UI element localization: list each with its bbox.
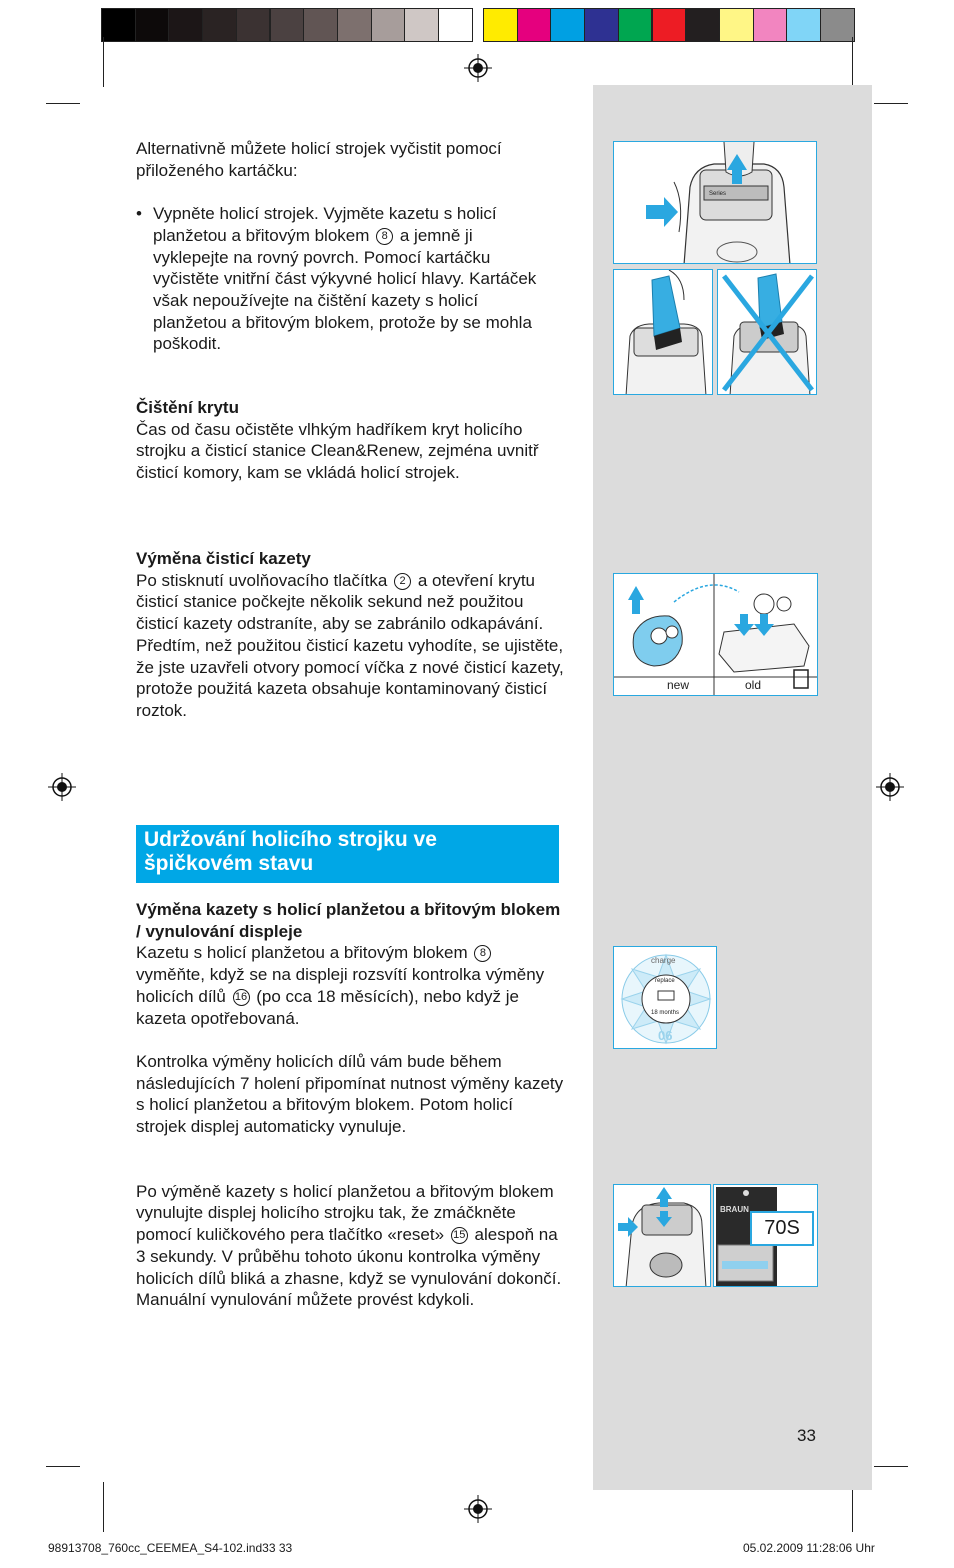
color-swatch <box>786 8 821 42</box>
pack-code-label: 70S <box>750 1211 814 1246</box>
label-old: old <box>745 678 762 692</box>
ref-number: 15 <box>451 1227 468 1244</box>
cartridge-body-b: a otevření krytu čisticí stanice počkejte několik sekund než použitou čisticí kazety odstraníte, aby se zabránilo odkapávání. <box>136 570 544 634</box>
color-swatch <box>652 8 687 42</box>
pack-brand: BRAUN <box>720 1205 749 1214</box>
ref-number: 8 <box>376 228 393 245</box>
color-swatch <box>618 8 653 42</box>
color-swatch <box>168 8 203 42</box>
display-digits: 06 <box>658 1028 673 1043</box>
ref-number: 16 <box>233 989 250 1006</box>
color-swatch <box>584 8 619 42</box>
display-months-label: 18 months <box>651 1010 680 1016</box>
replace-heading: Výměna kazety s holicí planžetou a břitovým blokem / vynulování displeje <box>136 900 561 941</box>
figure-brush-head <box>613 269 713 395</box>
section-title-line1: Udržování holicího strojku ve <box>144 828 437 851</box>
page-number: 33 <box>797 1426 816 1445</box>
registration-mark-icon <box>464 1495 492 1523</box>
cover-cleaning-block <box>136 397 566 484</box>
color-swatch <box>337 8 372 42</box>
color-swatch <box>820 8 855 42</box>
color-swatch <box>404 8 439 42</box>
color-swatch <box>685 8 720 42</box>
intro-text: Alternativně můžete holicí strojek vyčistit pomocí přiloženého kartáčku: <box>136 139 502 180</box>
figure-cleaning-cartridge <box>613 573 818 696</box>
cartridge-heading: Výměna čisticí kazety <box>136 549 311 568</box>
replace-p1-a: Kazetu s holicí planžetou a břitovým blokem <box>136 943 468 963</box>
cover-body: Čas od času očistěte vlhkým hadříkem kryt holicího strojku a čisticí stanice Clean&Renew, zejména uvnitř čisticí komory, kam se vkládá holicí strojek. <box>136 419 539 483</box>
replace-p1-c: (po cca 18 měsících), nebo když je kazeta opotřebovaná. <box>136 986 519 1028</box>
series-label: Series <box>709 191 727 197</box>
replace-p3-b: alespoň na 3 sekundy. V průběhu tohoto úkonu kontrolka výměny holicích dílů bliká a zhasne, když se vynulování dokončí. Manuální vynulování můžete provést kdykoli. <box>136 1225 562 1310</box>
cartridge-body-a: Po stisknutí uvolňovacího tlačítka <box>136 570 388 590</box>
color-swatch <box>202 8 237 42</box>
color-swatch <box>303 8 338 42</box>
color-swatch <box>236 8 271 42</box>
figure-replacement-pack <box>713 1184 818 1287</box>
bullet-text-a: Vypněte holicí strojek. Vyjměte kazetu s holicí planžetou a břitovým blokem <box>153 204 497 245</box>
section-title-line2: špičkovém stavu <box>144 852 314 875</box>
footer-timestamp: 05.02.2009 11:28:06 Uhr <box>743 1541 875 1555</box>
bullet-mark: • <box>136 204 142 224</box>
figure-do-not-brush-cartridge <box>717 269 817 395</box>
replace-p3-a: Po výměně kazety s holicí planžetou a břitovým blokem vynulujte displej holicího strojku tak, že zmáčkněte pomocí kuličkového pera tlačítko «reset» <box>136 1181 554 1245</box>
color-swatch <box>371 8 406 42</box>
footer-file-info: 98913708_760cc_CEEMEA_S4-102.ind33 33 <box>48 1541 293 1555</box>
color-swatch <box>719 8 754 42</box>
intro-block <box>136 138 566 355</box>
intro-bullet <box>136 203 566 355</box>
registration-mark-icon <box>48 773 76 801</box>
registration-mark-icon <box>464 54 492 82</box>
section-title-banner <box>136 825 559 883</box>
cartridge-block <box>136 548 566 722</box>
display-replace-label: replace <box>655 978 675 984</box>
color-swatch <box>483 8 518 42</box>
registration-mark-icon <box>876 773 904 801</box>
color-swatch <box>135 8 170 42</box>
cover-heading: Čištění krytu <box>136 398 239 417</box>
figure-display-replace <box>613 946 717 1049</box>
color-swatch <box>550 8 585 42</box>
cartridge-body-c: Předtím, než použitou čisticí kazetu vyhodíte, se ujistěte, že jste uzavřeli otvory pomocí víčka z nové čisticí kazety, protože použitá kazeta obsahuje kontaminovaný čisticí roztok. <box>136 635 564 720</box>
figure-reset-button <box>613 1184 711 1287</box>
figure-remove-cartridge <box>613 141 817 264</box>
color-swatch <box>753 8 788 42</box>
replace-block <box>136 899 566 1311</box>
ref-number: 2 <box>394 573 411 590</box>
replace-p2: Kontrolka výměny holicích dílů vám bude během následujících 7 holení připomínat nutnost výměny kazety s holicí planžetou a břitovým blokem. Potom holicí strojek displej automaticky vynuluje. <box>136 1051 564 1137</box>
replace-p1-b: vyměňte, když se na displeji rozsvítí kontrolka výměny holicích dílů <box>136 965 545 1006</box>
ref-number: 8 <box>474 945 491 962</box>
color-swatch <box>270 8 305 42</box>
display-charge-label: charge <box>651 956 676 965</box>
color-swatch <box>101 8 136 42</box>
color-swatch <box>517 8 552 42</box>
label-new: new <box>667 678 690 692</box>
color-swatch <box>438 8 473 42</box>
bullet-text-b: a jemně ji vyklepejte na rovný povrch. Pomocí kartáčku vyčistěte vnitřní část výkyvné holicí hlavy. Kartáček však nepoužívejte na čištění kazety s holicí planžetou a břitovým blokem, protože by se mohla poškodit. <box>153 225 537 354</box>
